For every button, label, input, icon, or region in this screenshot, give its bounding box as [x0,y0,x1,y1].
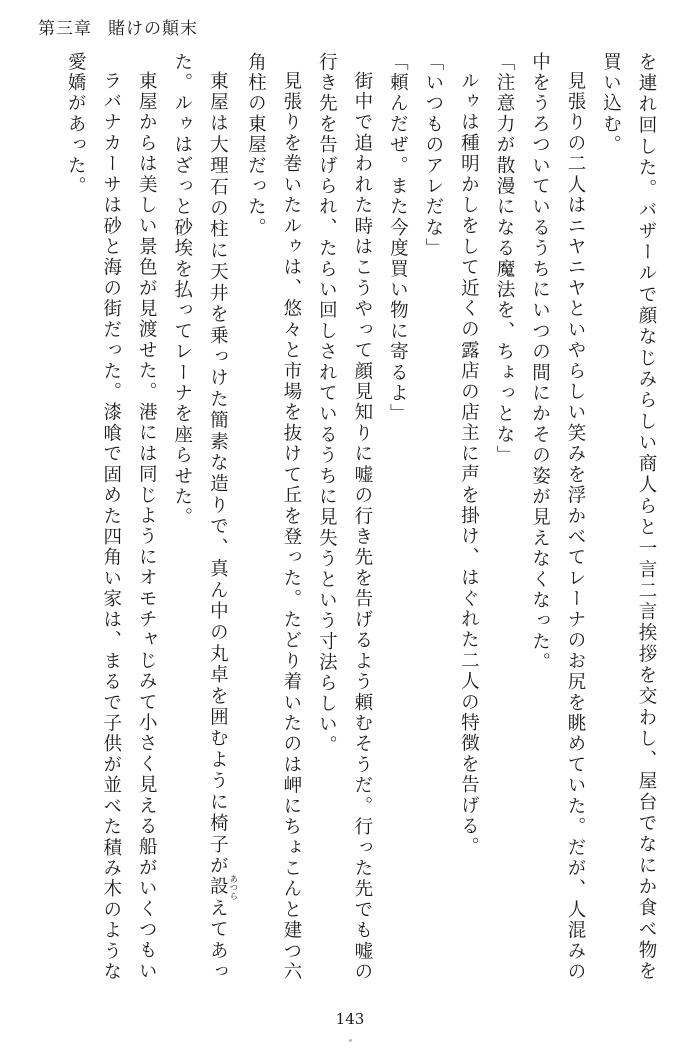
vertical-body-text [56,52,664,982]
paragraph: 東屋は大理石の柱に天井を乗っけた簡素な造りで、真ん中の丸卓を囲むように椅子が設 あつらえてあった。ルゥはざっと砂埃を払ってレーナを座らせた。 [171,52,238,982]
chapter-title: 賭けの顛末 [108,19,198,39]
paragraph: 見張りの二人はニヤニヤといやらしい笑みを浮かべてレーナのお尻を眺めていた。だが、人混みの中をうろついているうちにいつの間にかその姿が見えなくなった。 [529,52,586,982]
ruby-atsura: 設 あつら [207,874,238,900]
paragraph: 「頼んだぜ。また今度買い物に寄るよ」 [387,52,409,425]
paragraph: ラバナカーサは砂と海の街だった。漆喰で固めた四角い家は、まるで子供が並べた積み木のような愛嬌があった。 [65,52,122,982]
paragraph: 「いつものアレだな」 [422,52,444,259]
chapter-header [38,14,198,39]
paragraph: 街中で追われた時はこうやって顔見知りに嘘の行き先を告げるよう頼むそうだ。行った先でも嘘の行き先を告げられ、たらい回しされているうちに見失うという寸法らしい。 [316,52,373,982]
chapter-number: 第三章 [38,19,92,39]
paragraph: ルゥは種明かしをして近くの露店の店主に声を掛け、はぐれた二人の特徴を告げる。 [458,70,480,858]
page-number: 143 [335,1010,365,1028]
paragraph: 「注意力が散漫になる魔法を、ちょっとな」 [493,52,515,466]
paragraph: 東屋からは美しい景色が見渡せた。港には同じようにオモチャじみて小さく見える船がいくつもい [136,70,158,982]
paragraph: を連れ回した。バザールで顔なじみらしい商人らと一言二言挨拶を交わし、屋台でなにか食べ物を買い込む。 [600,52,657,982]
printer-mark [349,1039,352,1042]
paragraph: 見張りを巻いたルゥは、悠々と市場を抜けて丘を登った。たどり着いたのは岬にちょこんと建つ六角柱の東屋だった。 [245,52,302,982]
